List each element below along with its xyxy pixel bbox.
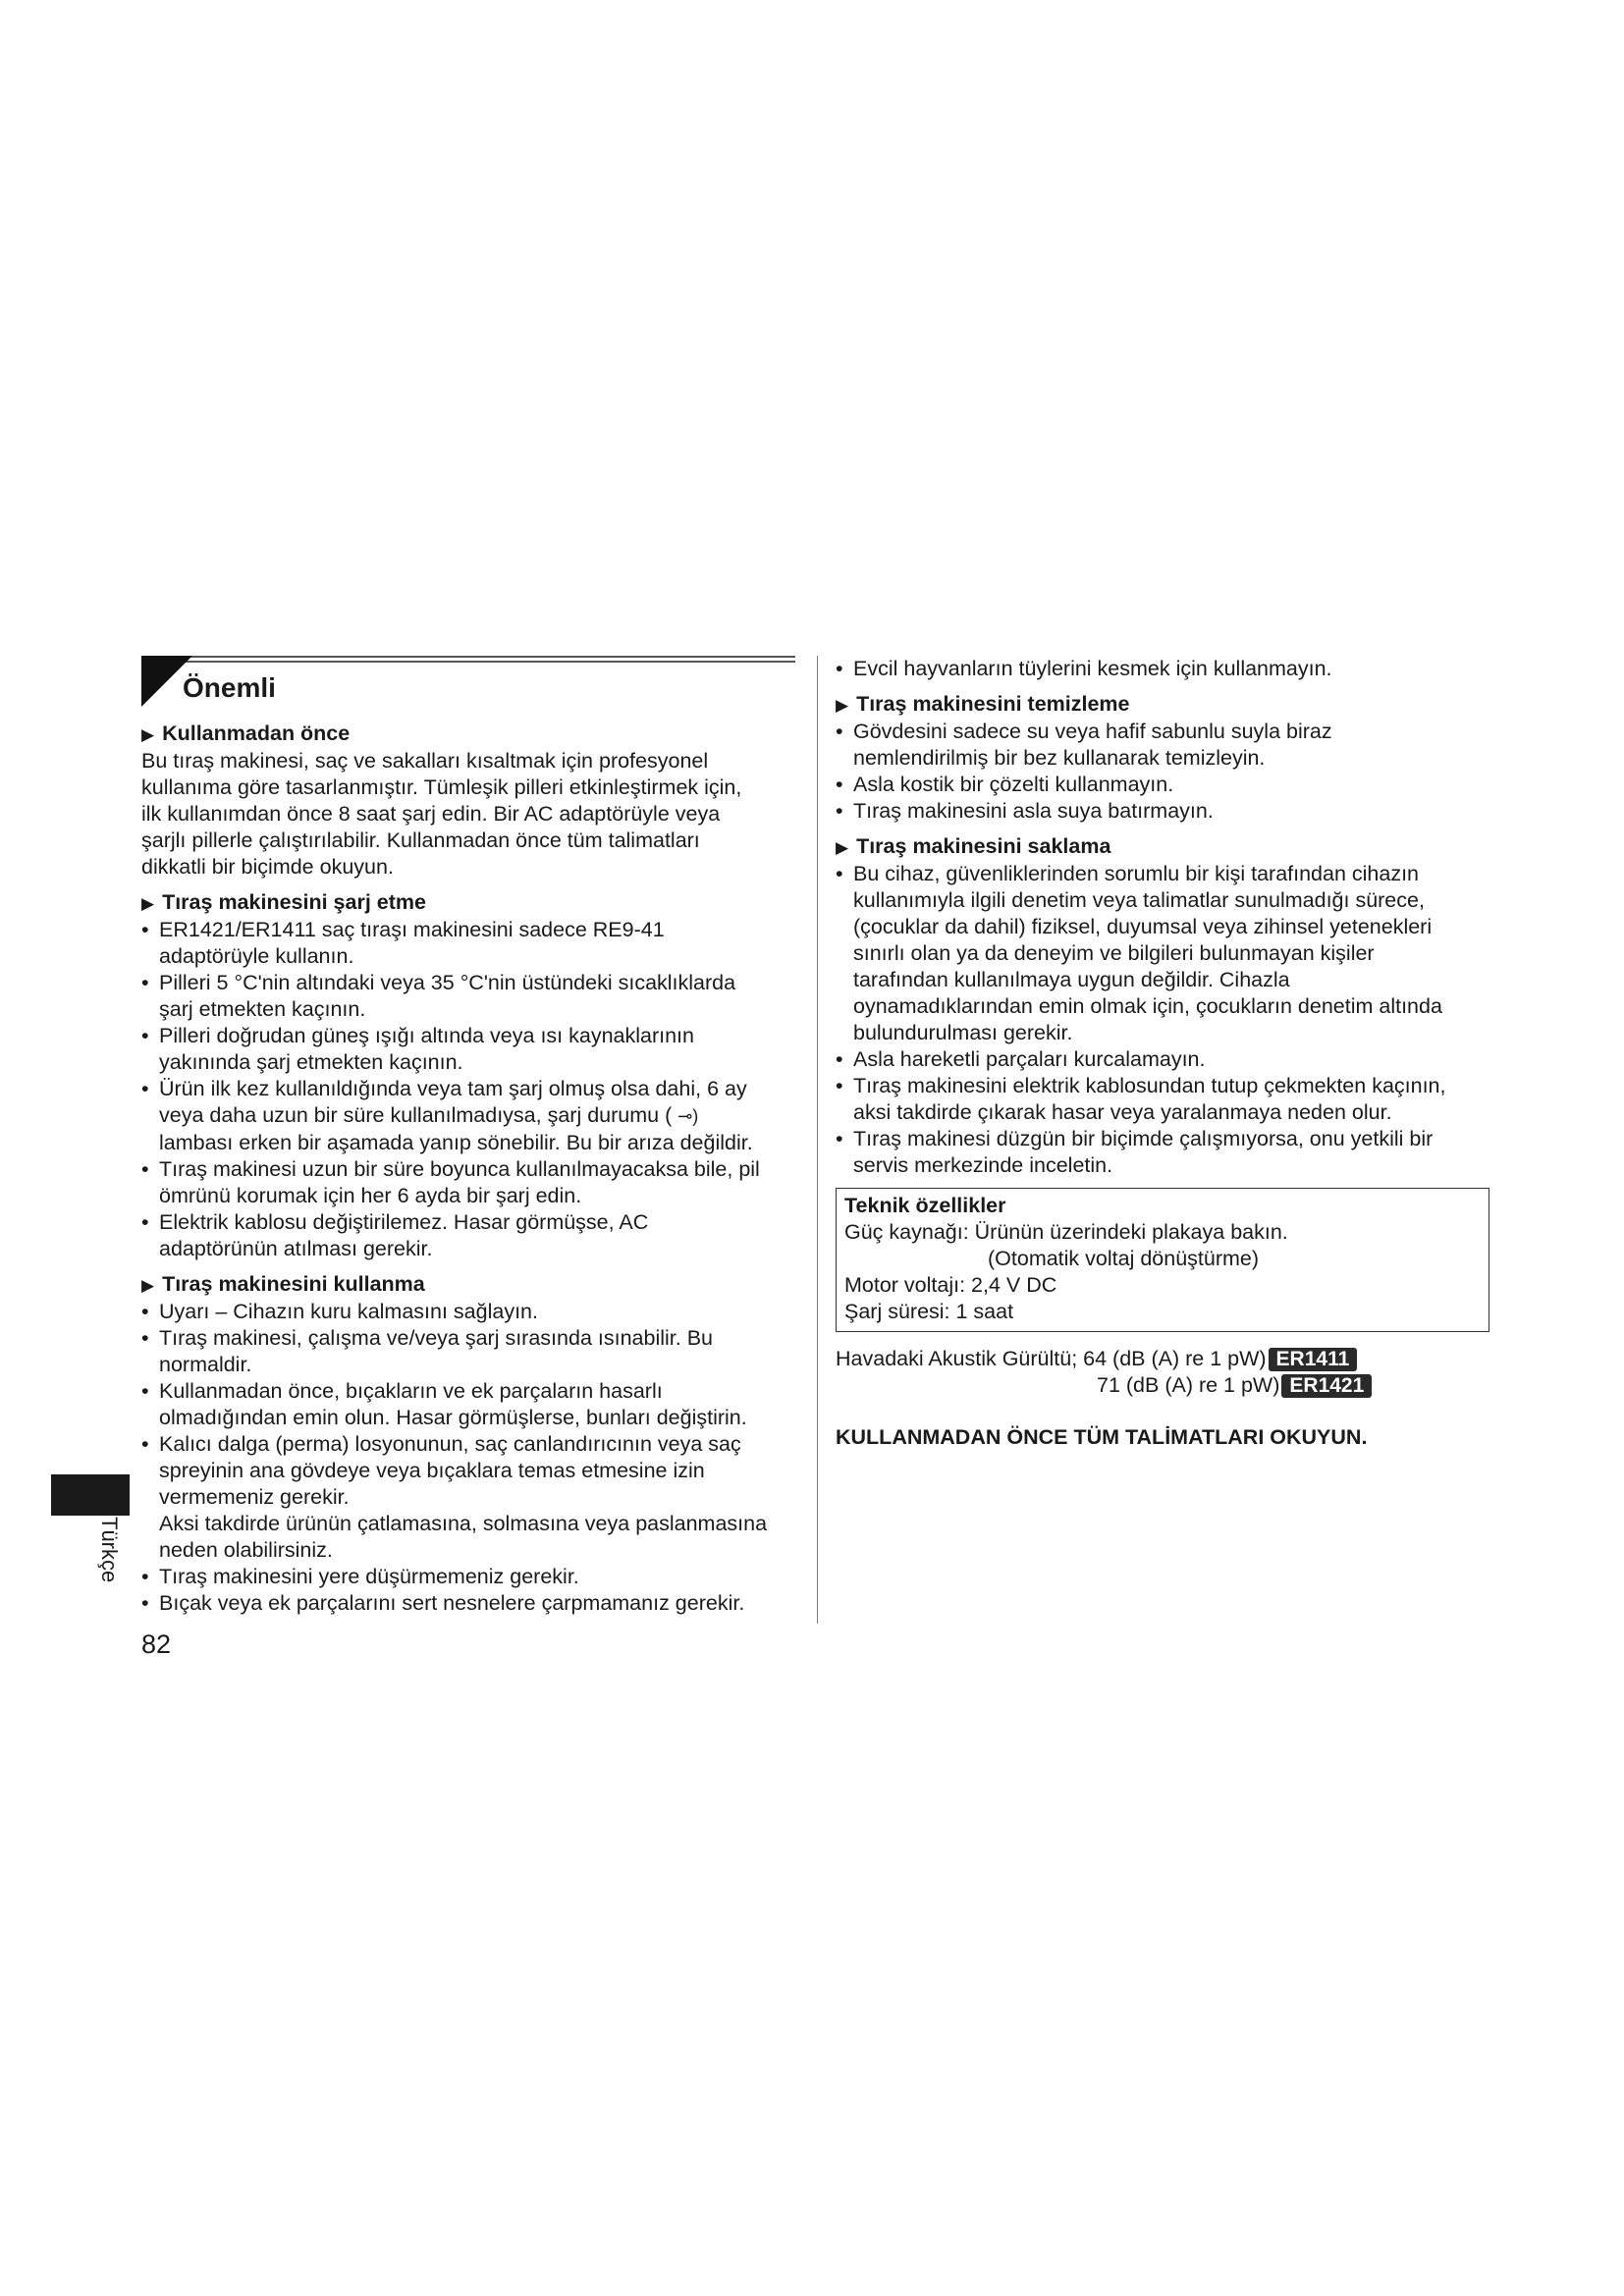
list-item: • ER1421/ER1411 saç tıraşı makinesini sadece RE9-41 adaptörüyle kullanın. — [141, 917, 795, 970]
list-item: • Tıraş makinesi düzgün bir biçimde çalışmıyorsa, onu yetkili bir servis merkezinde inceletin. — [836, 1126, 1489, 1179]
specifications-title: Teknik özellikler — [844, 1194, 1006, 1217]
noise-row-1 — [836, 1346, 1489, 1372]
arrow-right-icon: ▶ — [836, 696, 849, 715]
list-item: • Evcil hayvanların tüylerini kesmek için kullanmayın. — [836, 656, 1489, 682]
plug-icon: ⊸) — [677, 1106, 699, 1126]
column-divider — [817, 656, 818, 1624]
left-column — [141, 656, 795, 1617]
list-item: • Elektrik kablosu değiştirilemez. Hasar görmüşse, AC adaptörünün atılması gerekir. — [141, 1209, 795, 1262]
arrow-right-icon: ▶ — [141, 894, 155, 913]
spec-motor: Motor voltajı: 2,4 V DC — [844, 1273, 1057, 1297]
arrow-right-icon: ▶ — [141, 725, 155, 744]
cleaning-list — [836, 719, 1489, 825]
list-item: • Kullanmadan önce, bıçakların ve ek parçaların hasarlı olmadığından emin olun. Hasar görmüşlerse, bunları değiştirin. — [141, 1378, 795, 1431]
list-item: • Gövdesini sadece su veya hafif sabunlu suyla biraz nemlendirilmiş bir bez kullanarak temizleyin. — [836, 719, 1489, 772]
arrow-right-icon: ▶ — [141, 1276, 155, 1295]
model-badge-2: ER1421 — [1281, 1374, 1372, 1398]
important-banner — [141, 656, 795, 707]
language-label: Türkçe — [97, 1517, 122, 1583]
list-item: • Kalıcı dalga (perma) losyonunun, saç canlandırıcının veya saç spreyinin ana gövdeye veya bıçaklara temas etmesine izin vermemeniz gerekir. Aksi takdirde ürünün çatlamasına, solmasına veya paslanmasına neden olabilirsiniz. — [141, 1431, 795, 1564]
list-item: • Asla hareketli parçaları kurcalamayın. — [836, 1046, 1489, 1073]
noise-value-2: 71 (dB (A) re 1 pW) — [1097, 1373, 1280, 1397]
heading-before-use: ▶ Kullanmadan önce — [141, 721, 351, 745]
specifications-box — [836, 1188, 1489, 1332]
noise-value-1: 64 (dB (A) re 1 pW) — [1083, 1347, 1267, 1370]
using-list — [141, 1299, 795, 1617]
list-item: • Tıraş makinesi uzun bir süre boyunca kullanılmayacaksa bile, pil ömrünü korumak için her 6 ayda bir şarj edin. — [141, 1156, 795, 1209]
charging-list — [141, 917, 795, 1262]
page-number: 82 — [141, 1629, 172, 1659]
banner-title: Önemli — [183, 672, 276, 703]
list-item: • Asla kostik bir çözelti kullanmayın. — [836, 772, 1489, 798]
spec-power-note: (Otomatik voltaj dönüştürme) — [988, 1247, 1260, 1270]
right-column — [836, 656, 1489, 1451]
list-item: • Bu cihaz, güvenliklerinden sorumlu bir kişi tarafından cihazın kullanımıyla ilgili denetim veya talimatlar sunulmadığı sürece, (çocuklar da dahil) fiziksel, duyumsal veya zihinsel yetenekleri sınırlı olan ya da deneyim ve bilgileri bulunmayan kişiler tarafından kullanılmaya uygun değildir. Cihazla oynamadıklarından emin olmak için, çocukların denetim altında bulundurulması gerekir. — [836, 861, 1489, 1046]
arrow-right-icon: ▶ — [836, 838, 849, 857]
list-item: • Uyarı – Cihazın kuru kalmasını sağlayın. — [141, 1299, 795, 1325]
storage-list — [836, 861, 1489, 1179]
using-list-continued — [836, 656, 1489, 682]
heading-cleaning: ▶ Tıraş makinesini temizleme — [836, 692, 1130, 716]
noise-label: Havadaki Akustik Gürültü; — [836, 1347, 1078, 1370]
noise-row-2 — [836, 1372, 1489, 1399]
spec-charge: Şarj süresi: 1 saat — [844, 1300, 1014, 1323]
intro-paragraph: Bu tıraş makinesi, saç ve sakalları kısaltmak için profesyonel kullanıma göre tasarlanmıştır. Tümleşik pilleri etkinleştirmek için, ilk kullanımdan önce 8 saat şarj edin. Bir AC adaptörüyle veya şarjlı pillerle çalıştırılabilir. Kullanmadan önce tüm talimatları dikkatli bir biçimde okuyun. — [141, 749, 742, 879]
list-item: • Pilleri 5 °C'nin altındaki veya 35 °C'nin üstündeki sıcaklıklarda şarj etmekten kaçının. — [141, 970, 795, 1023]
spec-power: Güç kaynağı: Ürünün üzerindeki plakaya bakın. — [844, 1220, 1288, 1244]
model-badge-1: ER1411 — [1269, 1348, 1358, 1371]
read-instructions-notice: KULLANMADAN ÖNCE TÜM TALİMATLARI OKUYUN. — [836, 1425, 1368, 1449]
heading-using: ▶ Tıraş makinesini kullanma — [141, 1272, 425, 1296]
list-item: • Ürün ilk kez kullanıldığında veya tam şarj olmuş olsa dahi, 6 ay veya daha uzun bir süre kullanılmadıysa, şarj durumu ( ⊸) lambası erken bir aşamada yanıp sönebilir. Bu bir arıza değildir. — [141, 1076, 795, 1156]
list-item: • Pilleri doğrudan güneş ışığı altında veya ısı kaynaklarının yakınında şarj etmekten kaçının. — [141, 1023, 795, 1076]
heading-storage: ▶ Tıraş makinesini saklama — [836, 834, 1111, 858]
heading-charging: ▶ Tıraş makinesini şarj etme — [141, 890, 426, 914]
list-item: • Tıraş makinesini elektrik kablosundan tutup çekmekten kaçının, aksi takdirde çıkarak hasar veya yaralanmaya neden olur. — [836, 1073, 1489, 1126]
list-item: • Tıraş makinesini yere düşürmemeniz gerekir. — [141, 1564, 795, 1590]
list-item: • Tıraş makinesi, çalışma ve/veya şarj sırasında ısınabilir. Bu normaldir. — [141, 1325, 795, 1378]
noise-info — [836, 1346, 1489, 1399]
list-item: • Bıçak veya ek parçalarını sert nesnelere çarpmamanız gerekir. — [141, 1590, 795, 1617]
language-tab — [51, 1474, 130, 1516]
list-item: • Tıraş makinesini asla suya batırmayın. — [836, 798, 1489, 825]
